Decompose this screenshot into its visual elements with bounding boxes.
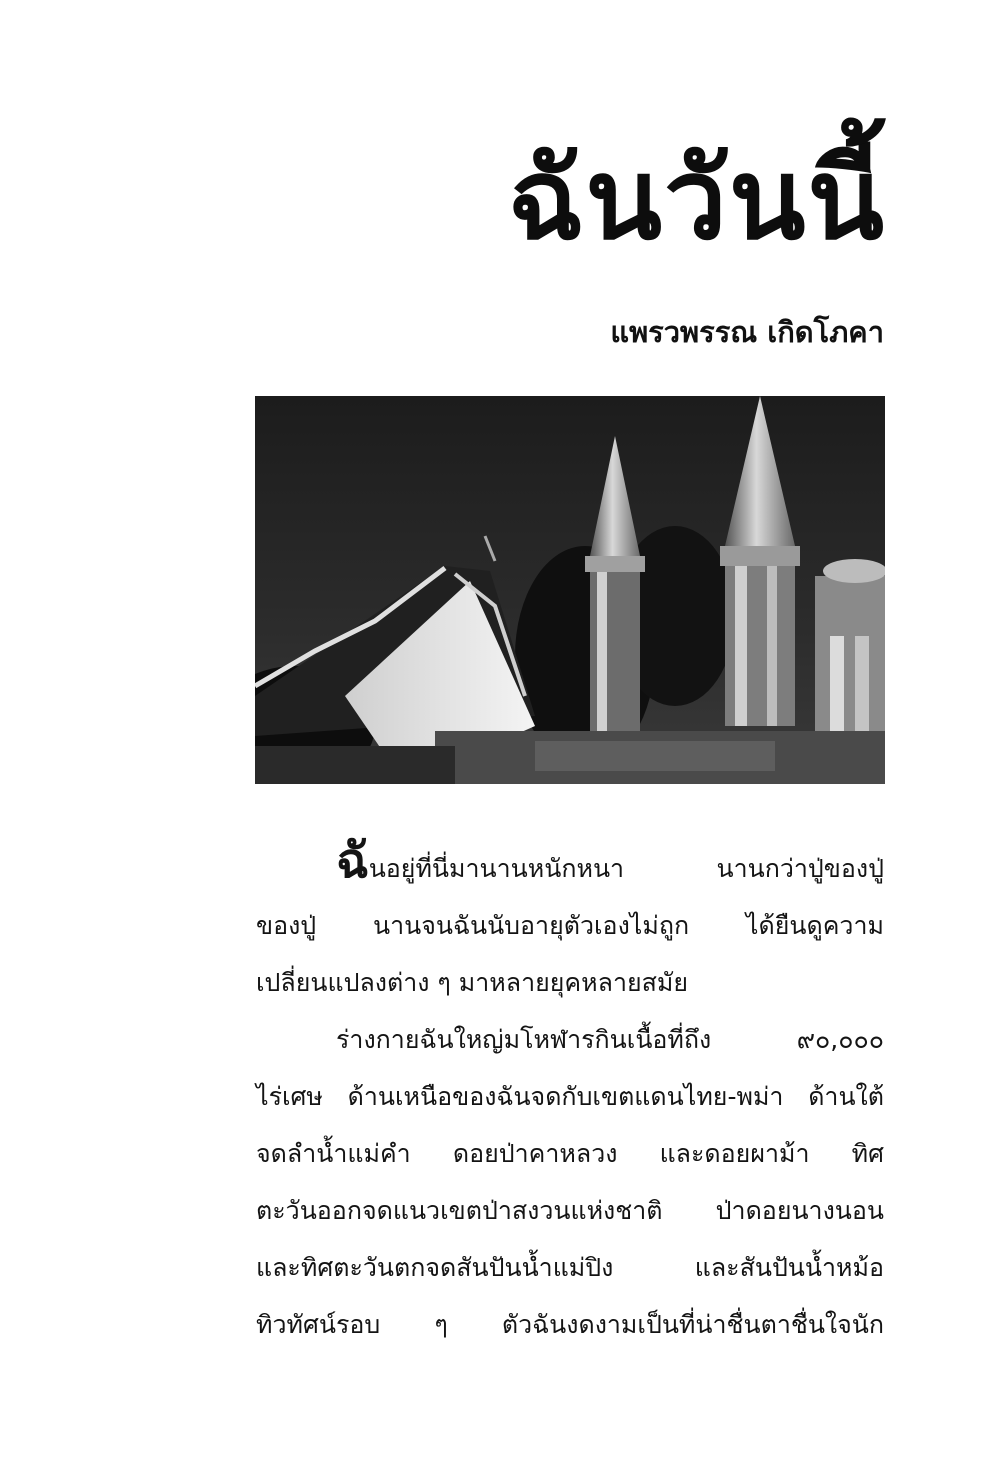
paragraph-2-line-1: ร่างกายฉันใหญ่มโหฬารกินเนื้อที่ถึง ๙๐,๐๐๐ bbox=[336, 1025, 884, 1054]
paragraph-1-line-2: ของปู่ นานจนฉันนับอายุตัวเองไม่ถูก ได้ยืนดูความ bbox=[256, 911, 884, 940]
temple-photo-icon bbox=[255, 396, 885, 784]
paragraph-2-line-6: ทิวทัศน์รอบ ๆ ตัวฉันงดงามเป็นที่น่าชื่นตาชื่นใจนัก bbox=[256, 1310, 884, 1339]
paragraph-2-line-3: จดลำน้ำแม่คำ ดอยป่าคาหลวง และดอยผาม้า ทิศ bbox=[256, 1139, 884, 1168]
body-text bbox=[256, 833, 884, 1353]
drop-cap: ฉั bbox=[336, 833, 369, 889]
paragraph-2-line-5: และทิศตะวันตกจดสันปันน้ำแม่ปิง และสันปันน้ำหม้อ bbox=[256, 1253, 884, 1282]
paragraph-1-line-3: เปลี่ยนแปลงต่าง ๆ มาหลายยุคหลายสมัย bbox=[256, 968, 689, 997]
paragraph-2-line-2: ไร่เศษ ด้านเหนือของฉันจดกับเขตแดนไทย-พม่า ด้านใต้ bbox=[256, 1082, 884, 1111]
author-name: แพรวพรรณ เกิดโภคา bbox=[610, 315, 884, 349]
paragraph-2-line-4: ตะวันออกจดแนวเขตป่าสงวนแห่งชาติ ป่าดอยนางนอน bbox=[256, 1196, 884, 1225]
paragraph-1-line-1: ฉันอยู่ที่นี่มานานหนักหนา นานกว่าปู่ของปู่ bbox=[336, 833, 884, 889]
temple-photo bbox=[255, 396, 885, 784]
page-title: ฉันวันนี้ bbox=[507, 135, 886, 265]
